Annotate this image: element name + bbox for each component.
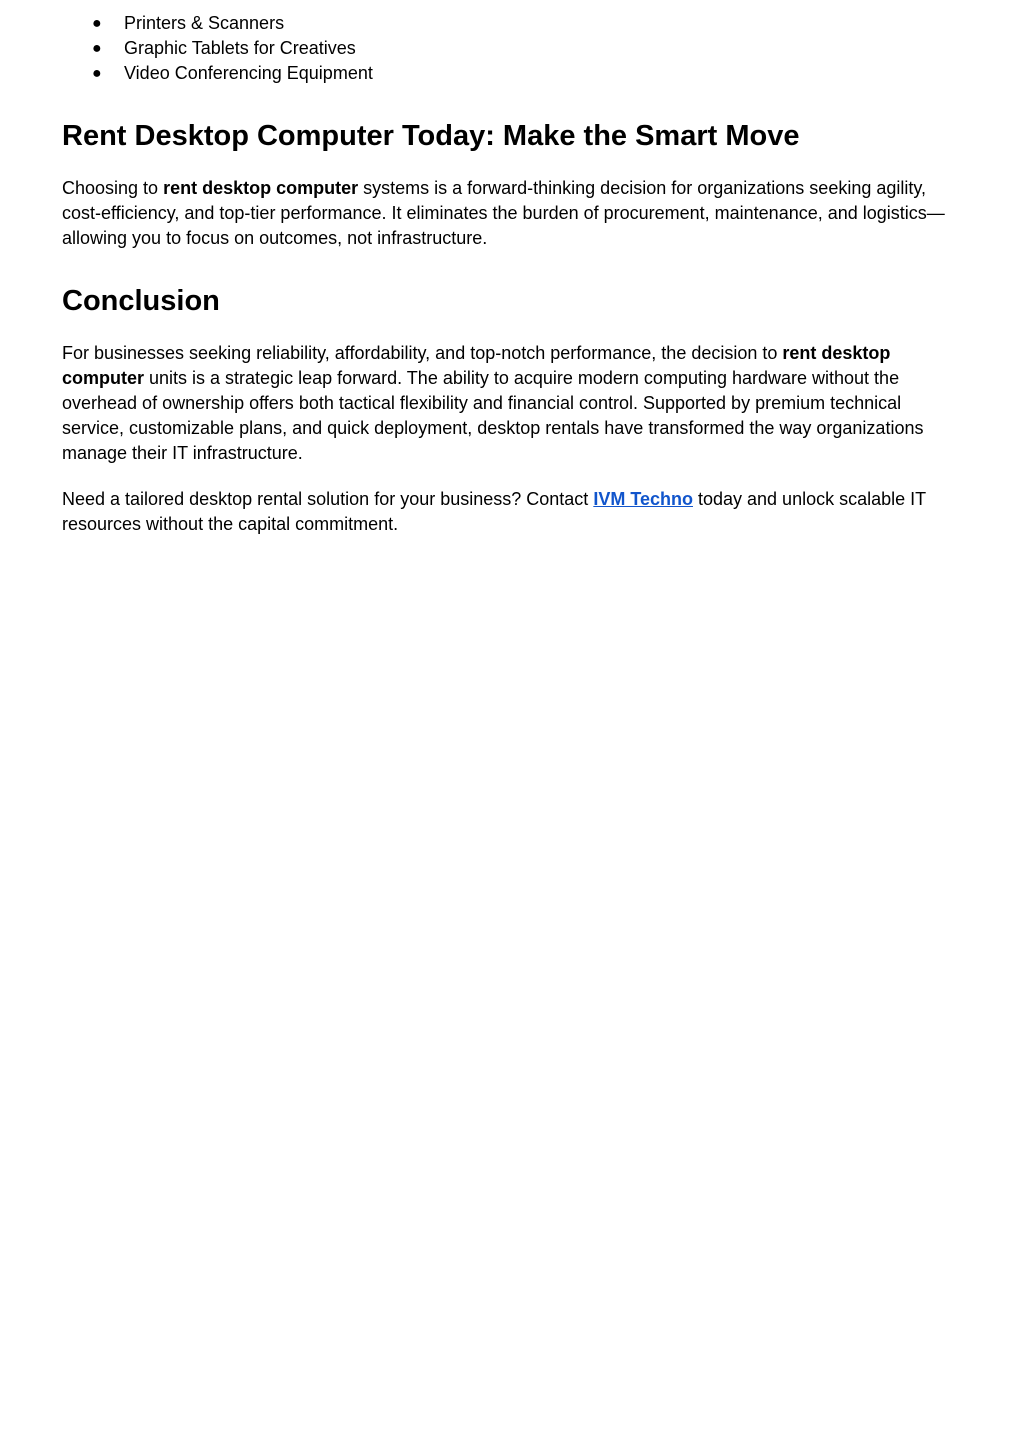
- paragraph-text: For businesses seeking reliability, affordability, and top-notch performance, the decision to: [62, 343, 783, 363]
- bold-keyword: rent desktop computer: [163, 178, 359, 198]
- section-heading-conclusion: Conclusion: [62, 285, 220, 317]
- bullet-icon: ●: [92, 40, 102, 57]
- list-item: [62, 36, 373, 61]
- bullet-icon: ●: [92, 65, 102, 82]
- paragraph-text: systems is a forward-thinking decision for organizations seeking agility, cost-efficiency, and top-tier performance. It eliminates the burden of procurement, maintenance, and logistics—allowing you to focus on outcomes, not infrastructure.: [62, 178, 945, 248]
- rent-today-paragraph: [62, 176, 962, 251]
- paragraph-text: today and unlock scalable IT resources without the capital commitment.: [62, 489, 926, 534]
- list-item-text: Video Conferencing Equipment: [124, 63, 373, 83]
- list-item: [62, 11, 373, 36]
- conclusion-paragraph: [62, 341, 962, 466]
- bold-keyword: rent desktop computer: [62, 343, 891, 388]
- paragraph-text: Choosing to: [62, 178, 164, 198]
- paragraph-text: Need a tailored desktop rental solution for your business? Contact: [62, 489, 594, 509]
- bullet-icon: ●: [92, 15, 102, 32]
- ivm-techno-link[interactable]: IVM Techno: [593, 489, 693, 509]
- contact-paragraph: [62, 487, 962, 537]
- list-item: [62, 61, 373, 86]
- list-item-text: Graphic Tablets for Creatives: [124, 38, 356, 58]
- equipment-bullet-list: [62, 11, 373, 86]
- paragraph-text: units is a strategic leap forward. The ability to acquire modern computing hardware without the overhead of ownership offers both tactical flexibility and financial control. Supported by premium technical service, customizable plans, and quick deployment, desktop rentals have transformed the way organizations manage their IT infrastructure.: [62, 368, 924, 463]
- list-item-text: Printers & Scanners: [124, 13, 285, 33]
- section-heading-rent-today: Rent Desktop Computer Today: Make the Smart Move: [62, 120, 800, 152]
